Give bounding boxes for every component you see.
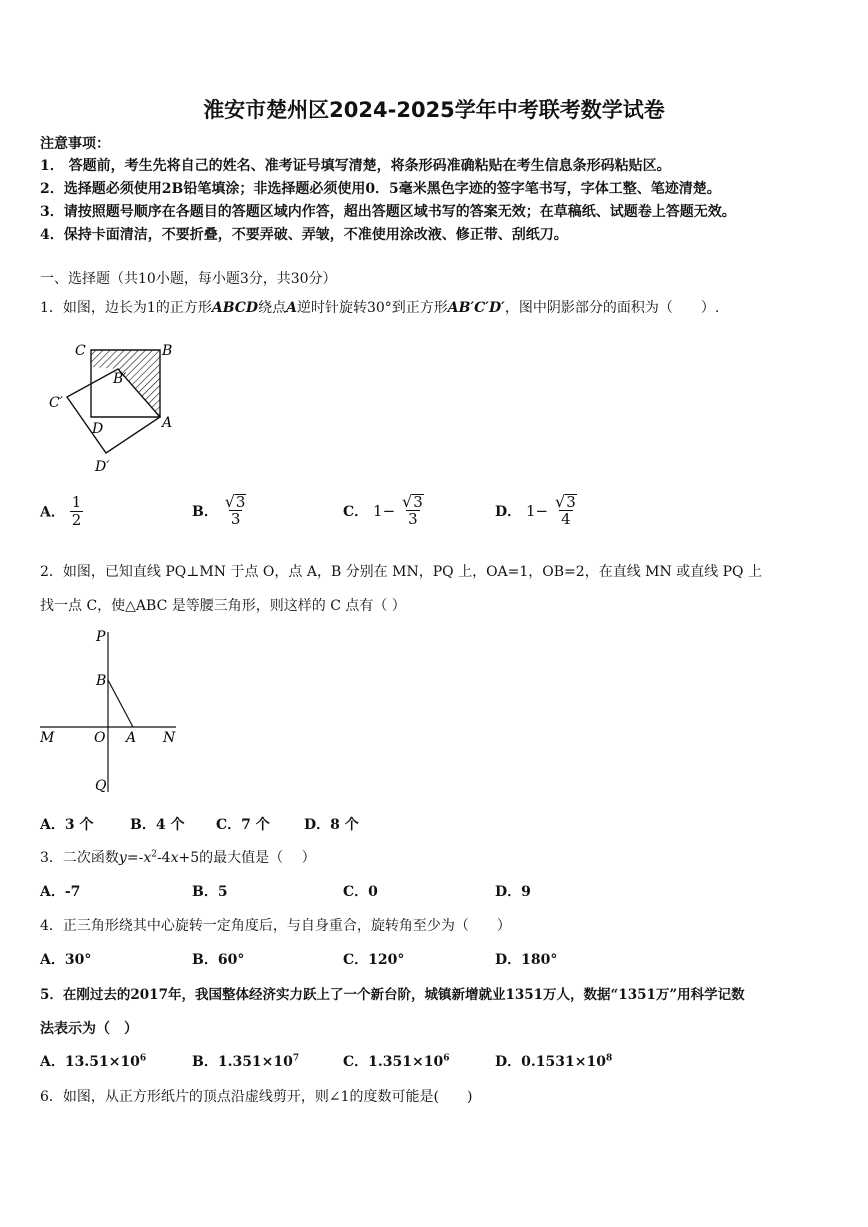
q3-expr-exponent: 2 xyxy=(151,849,157,860)
q5-option-b-exponent: 7 xyxy=(292,1053,300,1064)
q1-option-d xyxy=(495,494,579,528)
q4-option-c: C．120° xyxy=(343,952,405,968)
q3-option-b: B．5 xyxy=(192,884,228,900)
q2-option-c: C．7 个 xyxy=(216,817,270,833)
question-1-stem xyxy=(40,297,719,317)
q1-option-b-numerator: √ 3 xyxy=(224,492,246,511)
q1-option-c-prefix: 1− xyxy=(373,502,396,520)
q1-label-a: A xyxy=(162,415,173,431)
q1-mid-1: 绕点 xyxy=(258,300,287,316)
notice-item-3: 3．请按照题号顺序在各题目的答题区域内作答，超出答题区域书写的答案无效；在草稿纸、试题卷上答题无效。 xyxy=(40,204,736,220)
q2-label-m: M xyxy=(40,730,55,746)
q2-option-d: D．8 个 xyxy=(304,817,359,833)
q5-option-a xyxy=(40,1051,146,1071)
q1-option-b-fraction xyxy=(223,494,249,528)
q3-option-a: A．-7 xyxy=(40,884,81,900)
q5-option-a-exponent: 6 xyxy=(139,1053,147,1064)
q3-option-c: C．0 xyxy=(343,884,378,900)
q1-option-b-radicand: 3 xyxy=(235,493,246,511)
q1-option-c-radicand: 3 xyxy=(413,493,423,511)
q4-option-a: A．30° xyxy=(40,952,92,968)
q1-option-a xyxy=(40,494,83,529)
q1-option-c xyxy=(343,494,426,528)
q1-square-1: ABCD xyxy=(211,300,259,316)
q1-option-c-denominator: 3 xyxy=(408,510,418,528)
q1-option-b-denominator: 3 xyxy=(230,510,241,528)
q5-option-c xyxy=(343,1051,449,1071)
q1-option-d-numerator: √ 3 xyxy=(555,492,576,511)
q2-label-p: P xyxy=(96,629,106,645)
q5-option-d-exponent: 8 xyxy=(605,1053,613,1064)
q1-option-a-denominator: 2 xyxy=(71,511,82,529)
q1-label-c: C xyxy=(75,343,86,359)
q5-option-b xyxy=(192,1051,299,1071)
q3-expr-coef: -4 xyxy=(156,850,171,866)
notice-item-1: 1． 答题前，考生先将自己的姓名、准考证号填写清楚，将条形码准确粘贴在考生信息条形码粘贴区。 xyxy=(40,158,671,174)
q2-figure xyxy=(36,624,186,796)
q3-prefix: 3．二次函数 xyxy=(40,850,119,866)
q5-option-d-base: D．0.1531×10 xyxy=(495,1054,606,1070)
q2-label-n: N xyxy=(163,730,176,746)
q1-option-d-prefix: 1− xyxy=(526,502,549,520)
question-3-stem xyxy=(40,847,316,867)
q1-label-d-prime: D′ xyxy=(95,459,110,475)
q3-option-d: D．9 xyxy=(495,884,531,900)
q1-option-c-numerator: √ 3 xyxy=(402,492,423,511)
q1-option-d-label: D． xyxy=(495,504,522,520)
question-2-line-1: 2．如图，已知直线 PQ⊥MN 于点 O，点 A，B 分别在 MN，PQ 上，OA=1，OB=2，在直线 MN 或直线 PQ 上 xyxy=(40,564,762,580)
q5-option-b-base: B．1.351×10 xyxy=(192,1054,293,1070)
q5-option-a-base: A．13.51×10 xyxy=(40,1054,140,1070)
q1-label-b-prime: B′ xyxy=(113,371,127,387)
q1-option-d-radicand: 3 xyxy=(566,493,576,511)
q2-label-b: B xyxy=(96,673,107,689)
page-title: 淮安市楚州区2024-2025学年中考联考数学试卷 xyxy=(203,98,665,122)
question-4-stem: 4．正三角形绕其中心旋转一定角度后，与自身重合，旋转角至少为（ ） xyxy=(40,918,511,934)
q3-expr-y: y xyxy=(118,850,127,866)
q2-segment-ab xyxy=(108,680,133,727)
q1-mid-2: 逆时针旋转30°到正方形 xyxy=(296,300,448,316)
q3-expr-x2: x xyxy=(170,850,179,866)
q2-option-a: A．3 个 xyxy=(40,817,94,833)
notice-item-4: 4．保持卡面清洁，不要折叠，不要弄破、弄皱，不准使用涂改液、修正带、刮纸刀。 xyxy=(40,227,568,243)
q2-option-b: B．4 个 xyxy=(130,817,185,833)
q1-option-d-fraction xyxy=(553,494,579,528)
q1-label-b: B xyxy=(162,343,173,359)
q2-label-a: A xyxy=(126,730,137,746)
q3-suffix: 的最大值是（ ） xyxy=(199,850,316,866)
q1-option-c-label: C． xyxy=(343,504,369,520)
q5-option-d xyxy=(495,1051,612,1071)
question-5-line-1: 5．在刚过去的2017年，我国整体经济实力跃上了一个新台阶，城镇新增就业1351万人，数据“1351万”用科学记数 xyxy=(40,987,745,1003)
q3-expr-x: x xyxy=(143,850,152,866)
q1-prefix: 1．如图，边长为1的正方形 xyxy=(40,300,212,316)
q1-option-a-numerator: 1 xyxy=(71,493,82,511)
question-2-line-2: 找一点 C，使△ABC 是等腰三角形，则这样的 C 点有（ ） xyxy=(40,598,406,614)
q3-expr-eq: =- xyxy=(126,850,144,866)
q1-option-b xyxy=(192,494,248,528)
q1-figure xyxy=(40,335,190,485)
q1-option-d-denominator: 4 xyxy=(561,510,571,528)
notice-item-2: 2．选择题必须使用2B铅笔填涂；非选择题必须使用0．5毫米黑色字迹的签字笔书写，字体工整、笔迹清楚。 xyxy=(40,181,721,197)
q5-option-c-exponent: 6 xyxy=(443,1053,450,1064)
q4-option-d: D．180° xyxy=(495,952,558,968)
q2-label-o: O xyxy=(94,730,106,746)
q4-option-b: B．60° xyxy=(192,952,245,968)
notice-heading: 注意事项： xyxy=(40,136,110,152)
section-heading: 一、选择题（共10小题，每小题3分，共30分） xyxy=(40,271,337,287)
q1-suffix: ，图中阴影部分的面积为（ ）. xyxy=(504,300,720,316)
q3-expr-const: +5 xyxy=(178,850,200,866)
q5-option-c-base: C．1.351×10 xyxy=(343,1054,444,1070)
q2-label-q: Q xyxy=(95,778,107,794)
q1-option-c-fraction xyxy=(400,494,426,528)
q1-square-2: AB′C′D′ xyxy=(447,300,505,316)
q1-point: A xyxy=(286,300,297,316)
q1-option-a-label: A． xyxy=(40,504,65,521)
q1-label-d: D xyxy=(92,421,104,437)
q1-option-b-label: B． xyxy=(192,504,218,520)
question-5-line-2: 法表示为（ ） xyxy=(40,1021,138,1037)
q1-option-a-fraction xyxy=(70,494,84,529)
question-6-stem: 6．如图，从正方形纸片的顶点沿虚线剪开，则∠1的度数可能是( ) xyxy=(40,1089,473,1105)
q1-label-c-prime: C′ xyxy=(49,395,63,411)
